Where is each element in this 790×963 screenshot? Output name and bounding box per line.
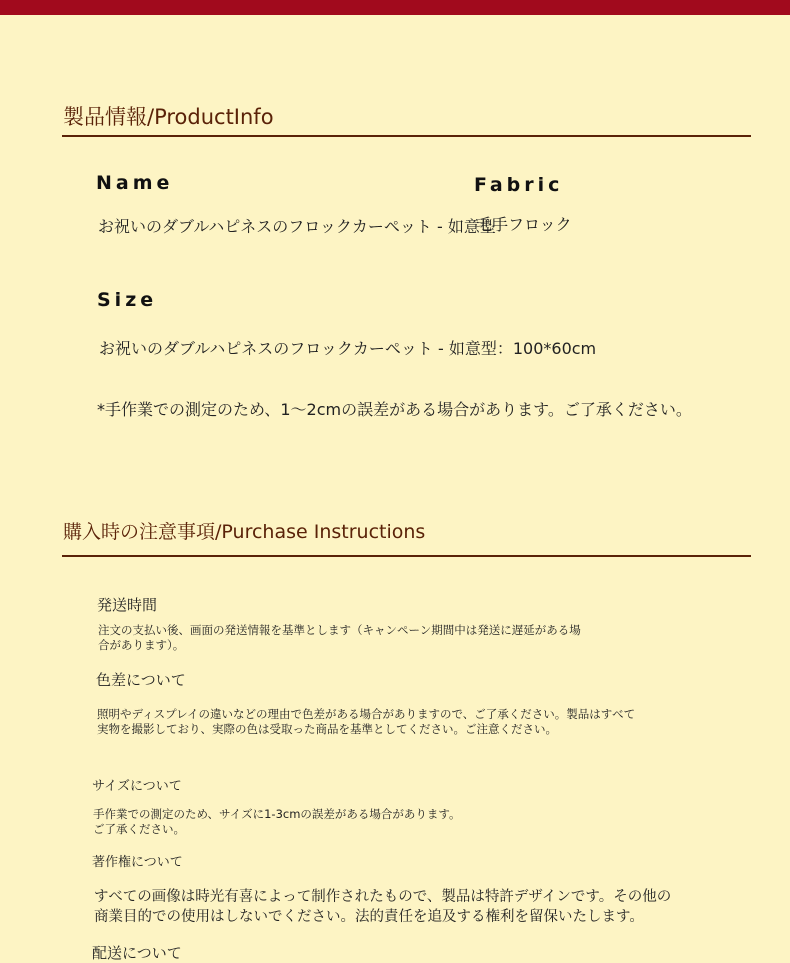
size-notice-title: サイズについて [92, 779, 182, 794]
shipping-time-text: 注文の支払い後、画面の発送情報を基準とします（キャンペーン期間中は発送に遅延がある場合があります）。 [98, 623, 581, 652]
fabric-value: 毛手フロック [476, 215, 572, 234]
size-label: Size [97, 289, 158, 311]
product-info-divider [62, 135, 751, 137]
top-banner-bar [0, 0, 790, 15]
product-info-title: 製品情報/ProductInfo [63, 105, 274, 129]
color-difference-text: 照明やディスプレイの違いなどの理由で色差がある場合がありますので、ご了承ください。製品はすべて実物を撮影しており、実際の色は受取った商品を基準としてください。ご注意ください。 [97, 707, 636, 736]
name-label: Name [96, 172, 174, 194]
purchase-instructions-title: 購入時の注意事項/Purchase Instructions [63, 521, 426, 543]
name-value: お祝いのダブルハピネスのフロックカーペット - 如意型 [98, 217, 496, 236]
shipping-time-title: 発送時間 [97, 596, 158, 614]
purchase-instructions-divider [62, 555, 751, 557]
fabric-label: Fabric [474, 174, 564, 196]
size-value: お祝いのダブルハピネスのフロックカーペット - 如意型：100*60cm [99, 339, 597, 358]
delivery-title: 配送について [92, 944, 182, 962]
copyright-title: 著作権について [92, 855, 183, 870]
copyright-text: すべての画像は時光有喜によって制作されたもので、製品は特許デザインです。その他の商業目的での使用はしないでください。法的責任を追及する権利を留保いたします。 [94, 889, 672, 925]
measurement-note: *手作業での測定のため、1〜2cmの誤差がある場合があります。ご了承ください。 [97, 400, 692, 419]
size-notice-text: 手作業での測定のため、サイズに1-3cmの誤差がある場合があります。ご了承ください。 [93, 807, 461, 836]
color-difference-title: 色差について [96, 671, 186, 689]
